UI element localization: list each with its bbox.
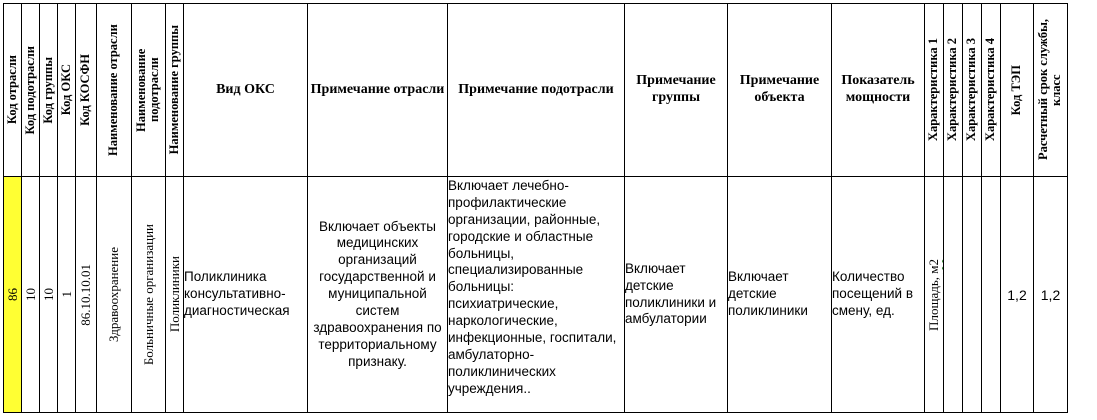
- header-group-name: Наименование группы: [166, 4, 184, 177]
- header-service-life: Расчетный срок службы, класс: [1034, 4, 1068, 177]
- header-industry-code: Код отрасли: [4, 4, 22, 177]
- header-char2: Характеристика 2: [944, 4, 963, 177]
- char1-prefix: Площадь,: [926, 273, 942, 331]
- cell-char4: [982, 177, 1001, 413]
- header-group-note: Примечание группы: [625, 4, 728, 177]
- cell-service-life: 1,2: [1034, 177, 1068, 413]
- cell-kosfn-code: 86.10.10.01: [76, 177, 97, 413]
- header-tep-code: Код ТЭП: [1001, 4, 1034, 177]
- header-subindustry-code: Код подотрасли: [22, 4, 40, 177]
- cell-oks-code: 1: [58, 177, 76, 413]
- header-capacity-indicator: Показатель мощности: [832, 4, 925, 177]
- header-industry-note: Примечание отрасли: [308, 4, 448, 177]
- table-row: [4, 177, 1068, 413]
- cell-capacity-indicator: Количество посещений в смену, ед.: [832, 177, 925, 413]
- cell-subindustry-name: Больничные организации: [132, 177, 166, 413]
- cell-group-name: Поликлиники: [166, 177, 184, 413]
- cell-char1: [925, 177, 944, 413]
- cell-object-note: Включает детские поликлиники: [728, 177, 832, 413]
- cell-tep-code: 1,2: [1001, 177, 1034, 413]
- cell-subindustry-code: 10: [22, 177, 40, 413]
- cell-industry-name: Здравоохранение: [97, 177, 132, 413]
- cell-group-code: 10: [40, 177, 58, 413]
- header-char4: Характеристика 4: [982, 4, 1001, 177]
- cell-industry-code: 86: [4, 177, 22, 413]
- char1-unit: м2: [926, 258, 942, 274]
- cell-group-note: Включает детские поликлиники и амбулатории: [625, 177, 728, 413]
- cell-oks-type: Поликлиника консультативно-диагностическая: [184, 177, 308, 413]
- header-row: [4, 4, 1068, 177]
- header-industry-name: Наименование отрасли: [97, 4, 132, 177]
- cell-subindustry-note: Включает лечебно-профилактические организации, районные, городские и областные больницы, специализированные больницы: психиатрические, наркологические, инфекционные, госпитали, амбулаторно-поликлинических учреждения..: [448, 177, 625, 413]
- header-oks-type: Вид ОКС: [184, 4, 308, 177]
- header-subindustry-name: Наименование подотрасли: [132, 4, 166, 177]
- header-group-code: Код группы: [40, 4, 58, 177]
- cell-char2: [944, 177, 963, 413]
- oks-classifier-table: [3, 3, 1068, 413]
- header-object-note: Примечание объекта: [728, 4, 832, 177]
- header-char1: Характеристика 1: [925, 4, 944, 177]
- cell-char3: [963, 177, 982, 413]
- header-oks-code: Код ОКС: [58, 4, 76, 177]
- header-kosfn-code: Код КОСФН: [76, 4, 97, 177]
- header-subindustry-note: Примечание подотрасли: [448, 4, 625, 177]
- header-char3: Характеристика 3: [963, 4, 982, 177]
- cell-industry-note: Включает объекты медицинских организаций государственной и муниципальной систем здравоохранения по территориальному признаку.: [308, 177, 448, 413]
